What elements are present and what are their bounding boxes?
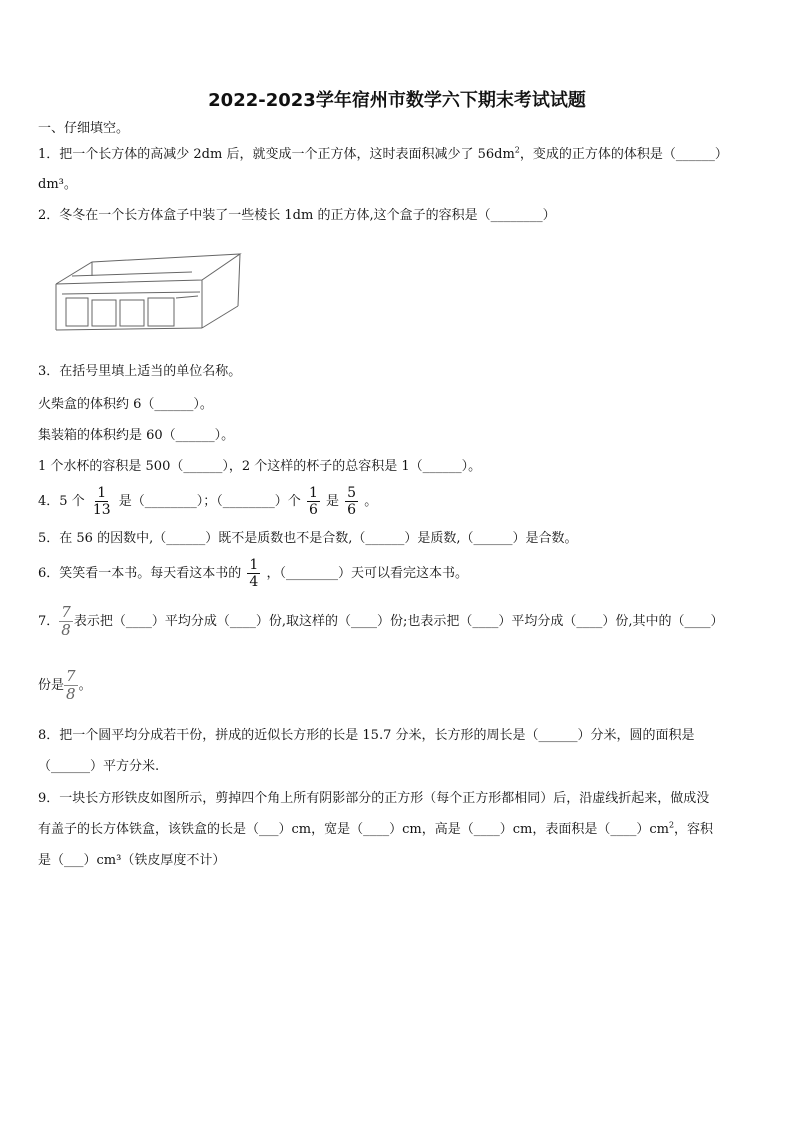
fraction-denominator: 8 — [66, 685, 76, 703]
q9-sup: 2 — [668, 820, 675, 830]
question-3-line-2: 集装箱的体积约是 60（______）。 — [38, 428, 235, 443]
question-8-cont: （______）平方分米. — [38, 759, 160, 774]
fraction-numerator: 5 — [347, 485, 357, 501]
fraction-1-4 — [247, 557, 260, 590]
question-6 — [38, 556, 468, 592]
question-9-line-3: 是（___）cm³（铁皮厚度不计） — [38, 853, 226, 868]
question-3-line-1: 火柴盒的体积约 6（______）。 — [38, 397, 213, 412]
q6-text-b: ，（________）天可以看完这本书。 — [266, 566, 468, 581]
question-1 — [38, 146, 728, 164]
q9-text-b2: ，容积 — [674, 822, 714, 837]
fraction-denominator: 13 — [92, 502, 111, 518]
question-7 — [38, 604, 723, 640]
q1-text-b: ，变成的正方体的体积是（______） — [519, 147, 728, 162]
question-3-line-3: 1 个水杯的容积是 500（______），2 个这样的杯子的总容积是 1（______）。 — [38, 459, 482, 474]
fraction-numerator: 1 — [97, 485, 107, 501]
page-title: 2022-2023学年宿州市数学六下期末考试试题 — [208, 90, 586, 111]
fraction-7-8-repeat — [64, 668, 78, 703]
fraction-denominator: 6 — [347, 502, 357, 518]
q1-sup: 2 — [514, 145, 520, 155]
fraction-numerator: 1 — [308, 485, 318, 501]
fraction-7-8 — [59, 604, 73, 639]
box-figure — [52, 246, 244, 336]
question-4 — [38, 484, 377, 520]
question-5: 5．在 56 的因数中,（______）既不是质数也不是合数,（______）是质数,（______）是合数。 — [38, 531, 578, 546]
fraction-1-13 — [91, 485, 113, 518]
fraction-numerator: 1 — [249, 557, 259, 573]
q7-text-b: 表示把（____）平均分成（____）份,取这样的（____）份;也表示把（____）平均分成（____）份,其中的（____） — [73, 614, 724, 629]
question-7-cont — [38, 668, 92, 704]
question-2: 2．冬冬在一个长方体盒子中装了一些棱长 1dm 的正方体,这个盒子的容积是（________） — [38, 208, 556, 223]
fraction-denominator: 4 — [249, 574, 259, 590]
q1-text-a: 1．把一个长方体的高减少 2dm 后，就变成一个正方体，这时表面积减少了 56dm — [38, 147, 515, 162]
q7-text-a: 7． — [38, 614, 60, 629]
q4-text-b: 是（________）；（________）个 — [118, 494, 301, 509]
q4-text-d: 。 — [364, 494, 378, 509]
fraction-numerator: 7 — [61, 603, 71, 621]
section-heading: 一、仔细填空。 — [38, 121, 130, 136]
fraction-numerator: 7 — [66, 667, 76, 685]
q9-text-b: 有盖子的长方体铁盒，该铁盒的长是（___）cm，宽是（____）cm，高是（____）cm，表面积是（____）cm — [38, 822, 669, 837]
q7-text-c: 份是 — [38, 678, 65, 693]
question-9: 9．一块长方形铁皮如图所示，剪掉四个角上所有阴影部分的正方形（每个正方形都相同）后，沿虚线折起来，做成没 — [38, 791, 710, 806]
q4-text-a: 4．5 个 — [38, 494, 85, 509]
fraction-1-6 — [307, 485, 320, 518]
question-8: 8．把一个圆平均分成若干份，拼成的近似长方形的长是 15.7 分米，长方形的周长是（______）分米，圆的面积是 — [38, 728, 695, 743]
question-3: 3．在括号里填上适当的单位名称。 — [38, 364, 242, 379]
q6-text-a: 6．笑笑看一本书。每天看这本书的 — [38, 566, 242, 581]
q4-text-c: 是 — [326, 494, 340, 509]
question-1-cont: dm³。 — [38, 177, 77, 192]
question-9-line-2 — [38, 821, 713, 839]
fraction-5-6 — [345, 485, 358, 518]
fraction-denominator: 6 — [308, 502, 318, 518]
q7-text-d: 。 — [78, 678, 92, 693]
fraction-denominator: 8 — [61, 621, 71, 639]
